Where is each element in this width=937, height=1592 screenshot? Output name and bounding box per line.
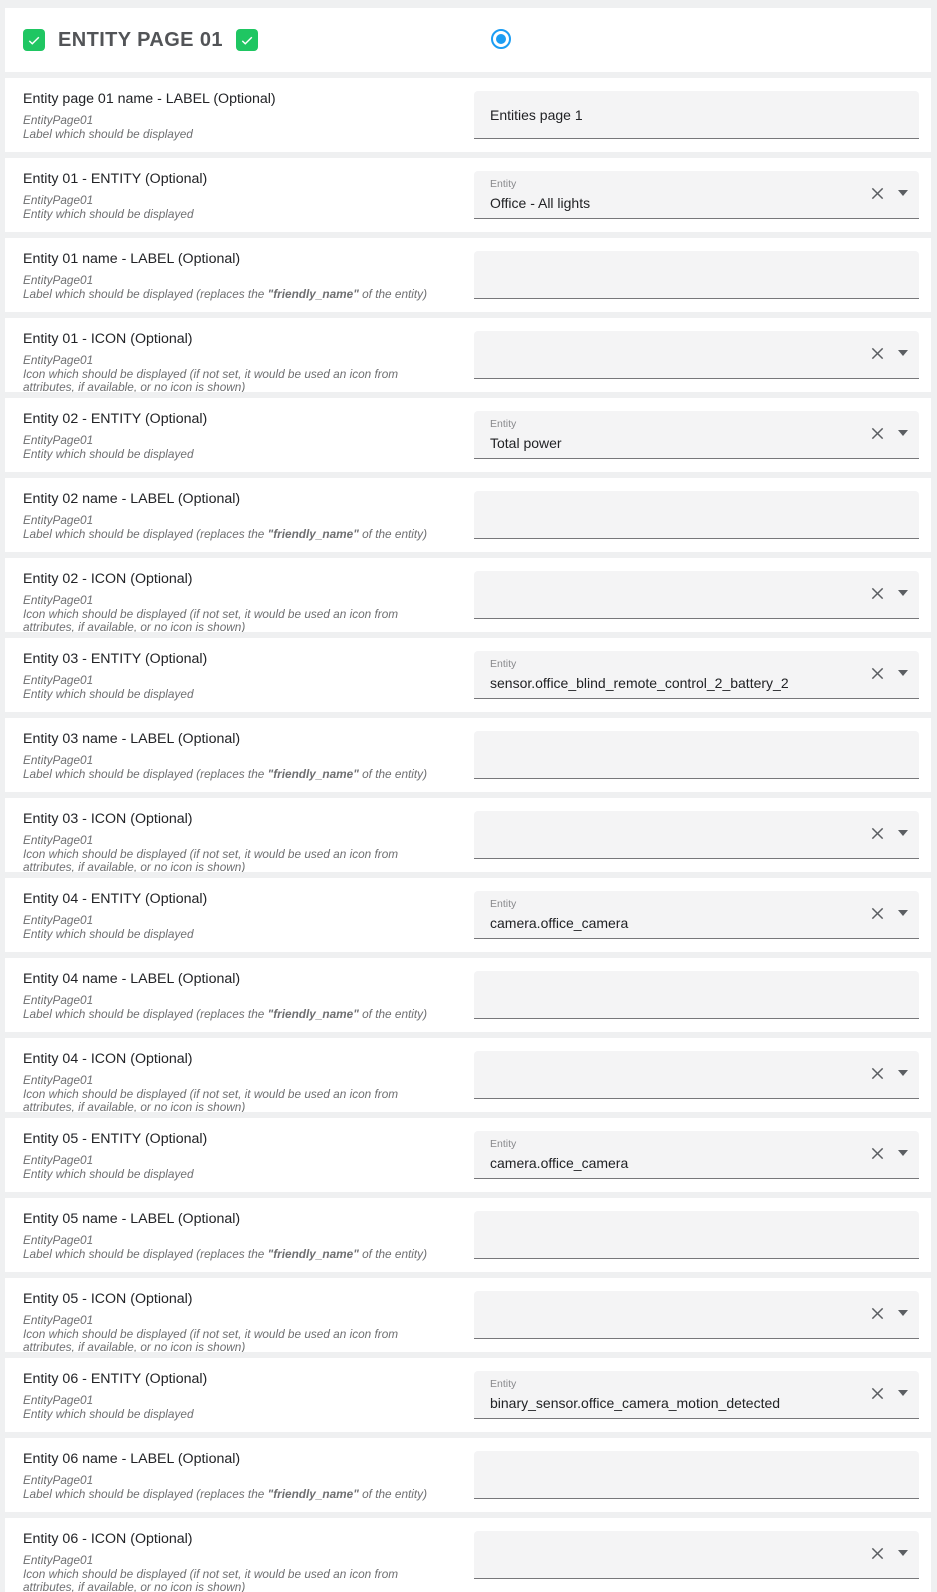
page-radio-button[interactable] [491, 29, 511, 49]
label-text-input[interactable] [474, 1451, 919, 1499]
field-value: sensor.office_blind_remote_control_2_battery_2 [490, 675, 859, 691]
row-subtitle: EntityPage01 [23, 354, 450, 368]
row-subtitle: EntityPage01 [23, 1234, 450, 1248]
row-description: Label which should be displayed (replaces the "friendly_name" of the entity) [23, 1008, 450, 1022]
row-label-block [23, 567, 474, 632]
clear-x-icon[interactable] [870, 426, 885, 441]
row-label-block [23, 1447, 474, 1512]
row-description: Icon which should be displayed (if not set, it would be used an icon from attributes, if available, or no icon is shown) [23, 1088, 450, 1113]
row-subtitle: EntityPage01 [23, 194, 450, 208]
field-value: Entities page 1 [490, 107, 859, 123]
entity-select-field[interactable] [474, 891, 919, 939]
chevron-down-icon[interactable] [898, 1310, 908, 1316]
form-row [5, 1358, 931, 1432]
clear-x-icon[interactable] [870, 666, 885, 681]
label-text-input[interactable] [474, 731, 919, 779]
form-row [5, 478, 931, 552]
form-row [5, 1438, 931, 1512]
row-title: Entity 01 name - LABEL (Optional) [23, 250, 450, 269]
clear-x-icon[interactable] [870, 1386, 885, 1401]
row-control-block [474, 967, 919, 1032]
form-row [5, 958, 931, 1032]
clear-x-icon[interactable] [870, 186, 885, 201]
field-floating-label: Entity [490, 658, 516, 670]
row-control-block [474, 407, 919, 472]
field-value: binary_sensor.office_camera_motion_detected [490, 1395, 859, 1411]
row-description: Icon which should be displayed (if not set, it would be used an icon from attributes, if available, or no icon is shown) [23, 848, 450, 873]
row-control-block [474, 887, 919, 952]
field-floating-label: Entity [490, 898, 516, 910]
field-floating-label: Entity [490, 1138, 516, 1150]
row-description: Label which should be displayed (replaces the "friendly_name" of the entity) [23, 1248, 450, 1262]
row-label-block [23, 407, 474, 472]
row-description: Icon which should be displayed (if not set, it would be used an icon from attributes, if available, or no icon is shown) [23, 1328, 450, 1353]
field-value: Total power [490, 435, 859, 451]
row-subtitle: EntityPage01 [23, 274, 450, 288]
row-description: Entity which should be displayed [23, 688, 450, 702]
field-icons [870, 1531, 908, 1575]
row-title: Entity 01 - ICON (Optional) [23, 330, 450, 349]
row-title: Entity 02 - ICON (Optional) [23, 570, 450, 589]
row-control-block [474, 567, 919, 632]
entity-select-field[interactable] [474, 171, 919, 219]
row-subtitle: EntityPage01 [23, 1154, 450, 1168]
row-subtitle: EntityPage01 [23, 674, 450, 688]
entity-select-field[interactable] [474, 1291, 919, 1339]
header-checkbox-right[interactable] [236, 29, 258, 51]
clear-x-icon[interactable] [870, 586, 885, 601]
page-header [5, 8, 931, 72]
row-subtitle: EntityPage01 [23, 1074, 450, 1088]
form-row [5, 238, 931, 312]
field-icons [870, 411, 908, 455]
row-title: Entity 01 - ENTITY (Optional) [23, 170, 450, 189]
chevron-down-icon[interactable] [898, 1150, 908, 1156]
label-text-input[interactable] [474, 971, 919, 1019]
row-label-block [23, 327, 474, 392]
field-icons [870, 1291, 908, 1335]
row-title: Entity page 01 name - LABEL (Optional) [23, 90, 450, 109]
row-description: Entity which should be displayed [23, 448, 450, 462]
form-row [5, 718, 931, 792]
row-description: Icon which should be displayed (if not set, it would be used an icon from attributes, if available, or no icon is shown) [23, 608, 450, 633]
row-control-block [474, 87, 919, 152]
row-description: Label which should be displayed (replaces the "friendly_name" of the entity) [23, 528, 450, 542]
row-label-block [23, 647, 474, 712]
row-label-block [23, 167, 474, 232]
field-value: Office - All lights [490, 195, 859, 211]
entity-select-field[interactable] [474, 571, 919, 619]
form-row [5, 398, 931, 472]
row-title: Entity 05 - ICON (Optional) [23, 1290, 450, 1309]
field-value: camera.office_camera [490, 915, 859, 931]
row-label-block [23, 87, 474, 152]
checkmark-icon [26, 32, 42, 48]
row-description: Icon which should be displayed (if not set, it would be used an icon from attributes, if available, or no icon is shown) [23, 1568, 450, 1592]
clear-x-icon[interactable] [870, 1546, 885, 1561]
chevron-down-icon[interactable] [898, 1550, 908, 1556]
row-control-block [474, 487, 919, 552]
row-subtitle: EntityPage01 [23, 834, 450, 848]
header-checkbox-left[interactable] [23, 29, 45, 51]
entity-select-field[interactable] [474, 651, 919, 699]
row-title: Entity 03 - ICON (Optional) [23, 810, 450, 829]
row-label-block [23, 887, 474, 952]
chevron-down-icon[interactable] [898, 430, 908, 436]
row-description: Label which should be displayed (replaces the "friendly_name" of the entity) [23, 1488, 450, 1502]
entity-select-field[interactable] [474, 1531, 919, 1579]
row-control-block [474, 1127, 919, 1192]
row-control-block [474, 1527, 919, 1592]
row-control-block [474, 807, 919, 872]
row-title: Entity 04 name - LABEL (Optional) [23, 970, 450, 989]
row-subtitle: EntityPage01 [23, 1314, 450, 1328]
row-label-block [23, 247, 474, 312]
chevron-down-icon[interactable] [898, 670, 908, 676]
field-icons [870, 1051, 908, 1095]
row-title: Entity 04 - ICON (Optional) [23, 1050, 450, 1069]
row-subtitle: EntityPage01 [23, 594, 450, 608]
form-row [5, 798, 931, 872]
row-label-block [23, 967, 474, 1032]
form-rows [5, 78, 931, 1592]
field-icons [870, 651, 908, 695]
row-title: Entity 03 name - LABEL (Optional) [23, 730, 450, 749]
row-label-block [23, 1127, 474, 1192]
entity-select-field[interactable] [474, 811, 919, 859]
row-subtitle: EntityPage01 [23, 514, 450, 528]
radio-selected-icon [496, 34, 506, 44]
entity-select-field[interactable] [474, 1371, 919, 1419]
row-description: Entity which should be displayed [23, 1408, 450, 1422]
form-row [5, 1118, 931, 1192]
row-control-block [474, 327, 919, 392]
row-control-block [474, 247, 919, 312]
label-text-input[interactable] [474, 491, 919, 539]
chevron-down-icon[interactable] [898, 830, 908, 836]
row-title: Entity 03 - ENTITY (Optional) [23, 650, 450, 669]
row-label-block [23, 1047, 474, 1112]
row-title: Entity 04 - ENTITY (Optional) [23, 890, 450, 909]
field-floating-label: Entity [490, 418, 516, 430]
form-row [5, 638, 931, 712]
label-text-input[interactable] [474, 1211, 919, 1259]
entity-select-field[interactable] [474, 331, 919, 379]
row-description: Label which should be displayed (replaces the "friendly_name" of the entity) [23, 768, 450, 782]
row-title: Entity 05 name - LABEL (Optional) [23, 1210, 450, 1229]
row-label-block [23, 1287, 474, 1352]
page-title: ENTITY PAGE 01 [58, 29, 223, 52]
form-row [5, 318, 931, 392]
row-description: Label which should be displayed [23, 128, 450, 142]
row-control-block [474, 1447, 919, 1512]
clear-x-icon[interactable] [870, 826, 885, 841]
form-row [5, 78, 931, 152]
row-title: Entity 06 - ENTITY (Optional) [23, 1370, 450, 1389]
row-description: Icon which should be displayed (if not set, it would be used an icon from attributes, if available, or no icon is shown) [23, 368, 450, 393]
row-title: Entity 05 - ENTITY (Optional) [23, 1130, 450, 1149]
row-title: Entity 06 name - LABEL (Optional) [23, 1450, 450, 1469]
entity-select-field[interactable] [474, 1131, 919, 1179]
row-control-block [474, 167, 919, 232]
chevron-down-icon[interactable] [898, 1390, 908, 1396]
row-subtitle: EntityPage01 [23, 1554, 450, 1568]
chevron-down-icon[interactable] [898, 350, 908, 356]
row-label-block [23, 1367, 474, 1432]
chevron-down-icon[interactable] [898, 190, 908, 196]
row-description: Entity which should be displayed [23, 208, 450, 222]
chevron-down-icon[interactable] [898, 910, 908, 916]
form-row [5, 1198, 931, 1272]
row-title: Entity 02 - ENTITY (Optional) [23, 410, 450, 429]
chevron-down-icon[interactable] [898, 590, 908, 596]
row-control-block [474, 1207, 919, 1272]
clear-x-icon[interactable] [870, 1146, 885, 1161]
clear-x-icon[interactable] [870, 1306, 885, 1321]
clear-x-icon[interactable] [870, 346, 885, 361]
label-text-input[interactable] [474, 251, 919, 299]
field-icons [870, 1131, 908, 1175]
row-title: Entity 02 name - LABEL (Optional) [23, 490, 450, 509]
row-title: Entity 06 - ICON (Optional) [23, 1530, 450, 1549]
form-row [5, 1038, 931, 1112]
label-text-input[interactable] [474, 91, 919, 139]
field-icons [870, 1371, 908, 1415]
chevron-down-icon[interactable] [898, 1070, 908, 1076]
row-description: Entity which should be displayed [23, 1168, 450, 1182]
row-label-block [23, 807, 474, 872]
row-control-block [474, 1367, 919, 1432]
row-subtitle: EntityPage01 [23, 1394, 450, 1408]
row-subtitle: EntityPage01 [23, 754, 450, 768]
row-control-block [474, 727, 919, 792]
row-label-block [23, 727, 474, 792]
form-row [5, 558, 931, 632]
row-subtitle: EntityPage01 [23, 914, 450, 928]
row-label-block [23, 1527, 474, 1592]
entity-select-field[interactable] [474, 1051, 919, 1099]
field-icons [870, 571, 908, 615]
form-row [5, 878, 931, 952]
row-control-block [474, 647, 919, 712]
field-value: camera.office_camera [490, 1155, 859, 1171]
row-label-block [23, 487, 474, 552]
row-control-block [474, 1047, 919, 1112]
clear-x-icon[interactable] [870, 906, 885, 921]
field-icons [870, 171, 908, 215]
form-row [5, 1278, 931, 1352]
field-icons [870, 891, 908, 935]
form-row [5, 1518, 931, 1592]
checkmark-icon [239, 32, 255, 48]
form-row [5, 158, 931, 232]
clear-x-icon[interactable] [870, 1066, 885, 1081]
row-control-block [474, 1287, 919, 1352]
field-icons [870, 811, 908, 855]
row-description: Entity which should be displayed [23, 928, 450, 942]
field-icons [870, 331, 908, 375]
row-subtitle: EntityPage01 [23, 434, 450, 448]
row-subtitle: EntityPage01 [23, 994, 450, 1008]
row-subtitle: EntityPage01 [23, 1474, 450, 1488]
field-floating-label: Entity [490, 178, 516, 190]
row-description: Label which should be displayed (replaces the "friendly_name" of the entity) [23, 288, 450, 302]
entity-select-field[interactable] [474, 411, 919, 459]
row-subtitle: EntityPage01 [23, 114, 450, 128]
field-floating-label: Entity [490, 1378, 516, 1390]
row-label-block [23, 1207, 474, 1272]
